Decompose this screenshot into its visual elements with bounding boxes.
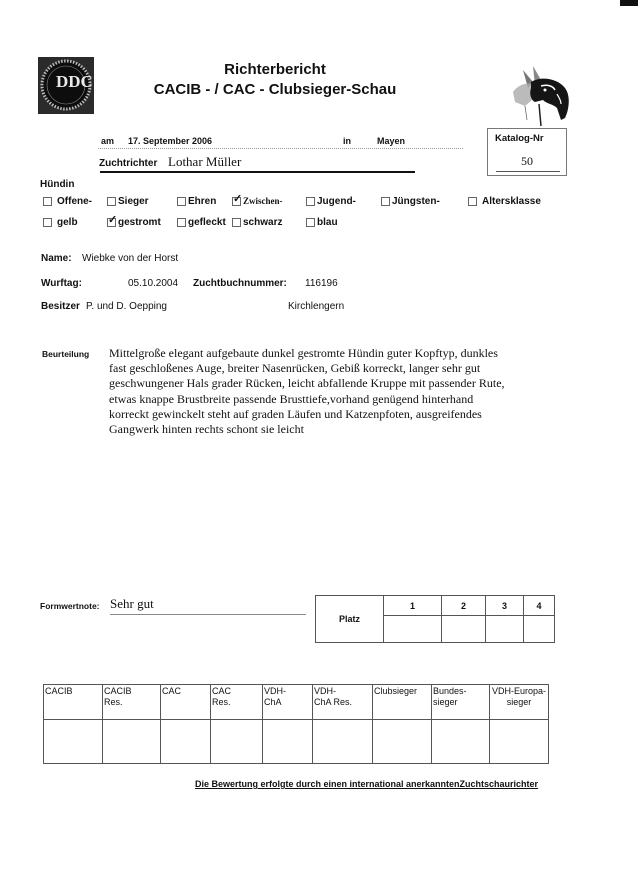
color-gelb[interactable]: gelb bbox=[43, 217, 78, 228]
class-zwischen[interactable]: ✓ Zwischen- bbox=[233, 192, 283, 206]
award-header-clubsieger: Clubsieger bbox=[373, 685, 432, 720]
checkbox-checked-icon[interactable] bbox=[232, 192, 243, 206]
placement-label: Platz bbox=[316, 596, 384, 643]
formwert-value: Sehr gut bbox=[110, 596, 154, 611]
besitzer-value: P. und D. Oepping bbox=[86, 301, 167, 312]
judge-label: Zuchtrichter bbox=[99, 158, 158, 169]
catalog-number-box bbox=[487, 128, 567, 176]
award-cell[interactable] bbox=[161, 720, 211, 764]
checkbox-icon[interactable] bbox=[107, 197, 116, 206]
class-sieger[interactable]: Sieger bbox=[107, 196, 149, 207]
class-offene[interactable]: Offene- bbox=[43, 196, 92, 207]
zuchtbuch-value: 116196 bbox=[305, 278, 338, 289]
award-cell[interactable] bbox=[211, 720, 263, 764]
placement-cell[interactable] bbox=[486, 616, 524, 643]
placement-cell[interactable] bbox=[384, 616, 442, 643]
award-header-bundessieger: Bundes- sieger bbox=[432, 685, 490, 720]
event-date: 17. September 2006 bbox=[128, 136, 213, 146]
checkbox-icon[interactable] bbox=[381, 197, 390, 206]
assessment-line: Gangwerk hinten rechts schont sie leicht bbox=[109, 422, 304, 437]
placement-column-header: 2 bbox=[442, 596, 486, 616]
award-header-vdh-europasieger: VDH-Europa- sieger bbox=[490, 685, 549, 720]
besitzer-ort: Kirchlengern bbox=[288, 301, 345, 312]
color-blau[interactable]: blau bbox=[306, 217, 338, 228]
color-gestromt[interactable]: ✓ gestromt bbox=[108, 214, 161, 228]
award-header-cac: CAC bbox=[161, 685, 211, 720]
award-cell[interactable] bbox=[263, 720, 313, 764]
assessment-line: etwas knappe Brustbreite passende Brusttiefe,vorhand genügend hinterhand bbox=[109, 391, 474, 406]
checkmark-icon: ✓ bbox=[233, 192, 243, 205]
placement-table bbox=[315, 595, 555, 643]
besitzer-label: Besitzer bbox=[41, 301, 80, 312]
checkbox-icon[interactable] bbox=[306, 218, 315, 227]
award-header-vdh-cha-res: VDH- ChA Res. bbox=[313, 685, 373, 720]
wurftag-label: Wurftag: bbox=[41, 278, 82, 289]
judge-name: Lothar Müller bbox=[168, 154, 242, 169]
footer-note: Die Bewertung erfolgte durch einen international anerkanntenZuchtschaurichter bbox=[195, 779, 539, 789]
class-ehren[interactable]: Ehren bbox=[177, 196, 216, 207]
award-cell[interactable] bbox=[313, 720, 373, 764]
place-label: in bbox=[343, 136, 351, 146]
award-cell[interactable] bbox=[373, 720, 432, 764]
award-header-cac-res: CAC Res. bbox=[211, 685, 263, 720]
catalog-number-value: 50 bbox=[521, 154, 533, 168]
placement-cell[interactable] bbox=[442, 616, 486, 643]
color-schwarz[interactable]: schwarz bbox=[232, 217, 282, 228]
placement-column-header: 3 bbox=[486, 596, 524, 616]
class-juengsten[interactable]: Jüngsten- bbox=[381, 196, 440, 207]
catalog-number-underline bbox=[496, 171, 560, 172]
checkmark-icon: ✓ bbox=[108, 214, 118, 226]
zuchtbuch-label: Zuchtbuchnummer: bbox=[193, 278, 287, 289]
checkbox-icon[interactable] bbox=[43, 218, 52, 227]
judge-underline bbox=[100, 171, 415, 173]
placement-column-header: 4 bbox=[524, 596, 555, 616]
placement-column-header: 1 bbox=[384, 596, 442, 616]
great-dane-head-icon bbox=[495, 60, 575, 130]
assessment-text bbox=[109, 346, 569, 437]
award-header-vdh-cha: VDH- ChA bbox=[263, 685, 313, 720]
checkbox-checked-icon[interactable] bbox=[107, 214, 118, 227]
formwert-label: Formwertnote: bbox=[40, 601, 100, 611]
assessment-line: korreckt gewinckelt steht auf graden Läufen und Katzenpfoten, ausgreifendes bbox=[109, 406, 482, 421]
dog-name: Wiebke von der Horst bbox=[82, 253, 179, 264]
award-header-cacib-res: CACIB Res. bbox=[103, 685, 161, 720]
date-label: am bbox=[101, 136, 115, 146]
document-title: Richterbericht bbox=[224, 61, 326, 78]
event-place: Mayen bbox=[377, 136, 406, 146]
logo-letters: DDC bbox=[56, 72, 93, 91]
award-cell[interactable] bbox=[432, 720, 490, 764]
assessment-line: fast geschloßenes Auge, breiter Nasenrücken, Gebiß korreckt, langer sehr gut bbox=[109, 361, 481, 376]
color-gefleckt[interactable]: gefleckt bbox=[177, 217, 226, 228]
sex-label: Hündin bbox=[40, 179, 75, 190]
checkbox-icon[interactable] bbox=[232, 218, 241, 227]
wurftag-value: 05.10.2004 bbox=[128, 278, 179, 289]
name-label: Name: bbox=[41, 253, 72, 264]
assessment-line: geschwungener Hals grader Rücken, leicht abfallende Kruppe mit passender Rute, bbox=[109, 376, 505, 391]
checkbox-icon[interactable] bbox=[177, 197, 186, 206]
scan-corner-mark bbox=[620, 0, 638, 6]
checkbox-icon[interactable] bbox=[177, 218, 186, 227]
assessment-line: Mittelgroße elegant aufgebaute dunkel gestromte Hündin guter Kopftyp, dunkles bbox=[109, 346, 498, 360]
award-header-cacib: CACIB bbox=[44, 685, 103, 720]
checkbox-icon[interactable] bbox=[468, 197, 477, 206]
award-cell[interactable] bbox=[490, 720, 549, 764]
catalog-number-label: Katalog-Nr bbox=[495, 133, 544, 144]
document-subtitle: CACIB - / CAC - Clubsieger-Schau bbox=[153, 81, 397, 98]
placement-cell[interactable] bbox=[524, 616, 555, 643]
class-altersklasse[interactable]: Altersklasse bbox=[468, 196, 541, 207]
awards-table bbox=[43, 684, 549, 764]
class-jugend[interactable]: Jugend- bbox=[306, 196, 356, 207]
award-cell[interactable] bbox=[44, 720, 103, 764]
date-place-dotted-line bbox=[98, 148, 463, 149]
checkbox-icon[interactable] bbox=[306, 197, 315, 206]
checkbox-icon[interactable] bbox=[43, 197, 52, 206]
award-cell[interactable] bbox=[103, 720, 161, 764]
assessment-label: Beurteilung bbox=[42, 349, 90, 359]
formwert-underline bbox=[110, 614, 306, 615]
